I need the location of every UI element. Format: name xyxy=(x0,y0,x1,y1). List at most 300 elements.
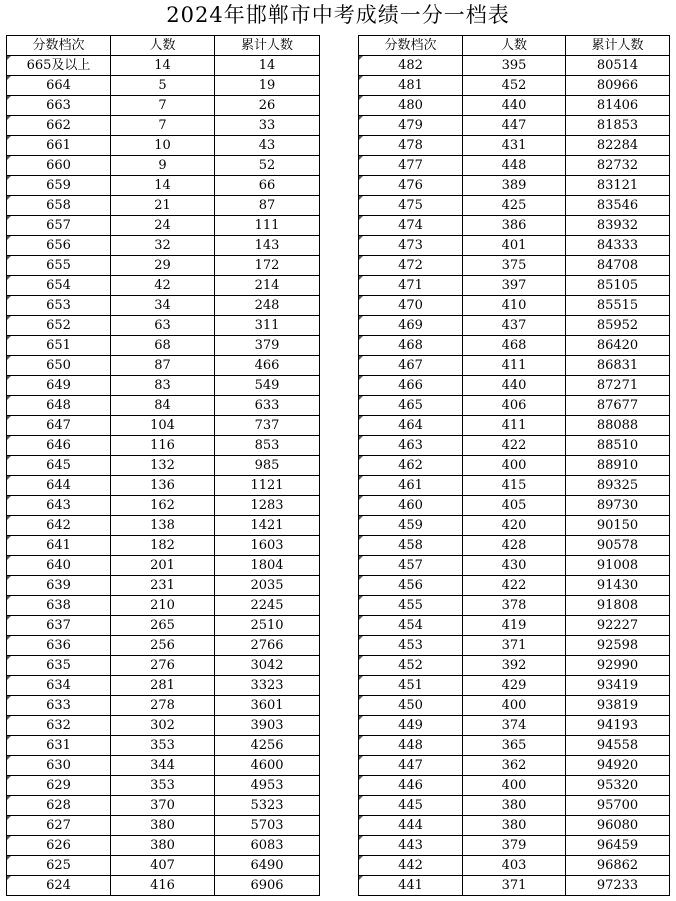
score-level-cell: 649 xyxy=(7,376,111,396)
score-level-cell: 470 xyxy=(359,296,463,316)
score-level-cell: 627 xyxy=(7,816,111,836)
count-cell: 362 xyxy=(463,756,566,776)
cumulative-cell: 94920 xyxy=(566,756,670,776)
table-row xyxy=(359,836,670,856)
score-level-cell: 447 xyxy=(359,756,463,776)
cumulative-cell: 92227 xyxy=(566,616,670,636)
table-row xyxy=(7,316,320,336)
table-row xyxy=(7,516,320,536)
count-cell: 5 xyxy=(111,76,215,96)
count-cell: 34 xyxy=(111,296,215,316)
score-level-cell: 478 xyxy=(359,136,463,156)
score-level-cell: 662 xyxy=(7,116,111,136)
count-cell: 281 xyxy=(111,676,215,696)
count-cell: 9 xyxy=(111,156,215,176)
score-level-cell: 630 xyxy=(7,756,111,776)
score-level-cell: 463 xyxy=(359,436,463,456)
cumulative-cell: 93819 xyxy=(566,696,670,716)
count-cell: 182 xyxy=(111,536,215,556)
table-row xyxy=(359,656,670,676)
score-level-cell: 625 xyxy=(7,856,111,876)
table-row xyxy=(359,756,670,776)
table-row xyxy=(359,556,670,576)
cumulative-cell: 1804 xyxy=(215,556,320,576)
table-row xyxy=(7,816,320,836)
cumulative-cell: 2035 xyxy=(215,576,320,596)
score-level-cell: 453 xyxy=(359,636,463,656)
cumulative-cell: 549 xyxy=(215,376,320,396)
count-cell: 430 xyxy=(463,556,566,576)
score-level-cell: 633 xyxy=(7,696,111,716)
table-row xyxy=(359,276,670,296)
cumulative-cell: 2510 xyxy=(215,616,320,636)
cumulative-cell: 83546 xyxy=(566,196,670,216)
score-level-cell: 634 xyxy=(7,676,111,696)
header-row xyxy=(7,36,320,56)
count-cell: 428 xyxy=(463,536,566,556)
score-level-cell: 638 xyxy=(7,596,111,616)
cumulative-cell: 83932 xyxy=(566,216,670,236)
count-cell: 370 xyxy=(111,796,215,816)
header-score-level: 分数档次 xyxy=(359,36,463,56)
count-cell: 374 xyxy=(463,716,566,736)
count-cell: 68 xyxy=(111,336,215,356)
cumulative-cell: 85515 xyxy=(566,296,670,316)
score-level-cell: 480 xyxy=(359,96,463,116)
table-row xyxy=(359,876,670,896)
cumulative-cell: 737 xyxy=(215,416,320,436)
cumulative-cell: 91808 xyxy=(566,596,670,616)
table-row xyxy=(7,756,320,776)
table-row xyxy=(359,416,670,436)
score-level-cell: 474 xyxy=(359,216,463,236)
score-level-cell: 459 xyxy=(359,516,463,536)
count-cell: 429 xyxy=(463,676,566,696)
table-row xyxy=(359,156,670,176)
count-cell: 210 xyxy=(111,596,215,616)
cumulative-cell: 43 xyxy=(215,136,320,156)
count-cell: 440 xyxy=(463,376,566,396)
count-cell: 14 xyxy=(111,176,215,196)
table-row xyxy=(7,336,320,356)
count-cell: 87 xyxy=(111,356,215,376)
count-cell: 353 xyxy=(111,776,215,796)
count-cell: 447 xyxy=(463,116,566,136)
header-count: 人数 xyxy=(111,36,215,56)
cumulative-cell: 85952 xyxy=(566,316,670,336)
score-level-cell: 659 xyxy=(7,176,111,196)
count-cell: 14 xyxy=(111,56,215,76)
cumulative-cell: 6490 xyxy=(215,856,320,876)
cumulative-cell: 86420 xyxy=(566,336,670,356)
count-cell: 371 xyxy=(463,876,566,896)
cumulative-cell: 19 xyxy=(215,76,320,96)
table-row xyxy=(7,256,320,276)
score-level-cell: 452 xyxy=(359,656,463,676)
cumulative-cell: 4953 xyxy=(215,776,320,796)
cumulative-cell: 4600 xyxy=(215,756,320,776)
table-row xyxy=(359,476,670,496)
count-cell: 7 xyxy=(111,116,215,136)
count-cell: 116 xyxy=(111,436,215,456)
count-cell: 410 xyxy=(463,296,566,316)
score-level-cell: 650 xyxy=(7,356,111,376)
cumulative-cell: 5703 xyxy=(215,816,320,836)
score-level-cell: 449 xyxy=(359,716,463,736)
score-level-cell: 477 xyxy=(359,156,463,176)
score-level-cell: 457 xyxy=(359,556,463,576)
cumulative-cell: 90578 xyxy=(566,536,670,556)
count-cell: 395 xyxy=(463,56,566,76)
cumulative-cell: 81406 xyxy=(566,96,670,116)
cumulative-cell: 89325 xyxy=(566,476,670,496)
score-level-cell: 467 xyxy=(359,356,463,376)
score-level-cell: 481 xyxy=(359,76,463,96)
cumulative-cell: 91430 xyxy=(566,576,670,596)
header-row xyxy=(359,36,670,56)
cumulative-cell: 87677 xyxy=(566,396,670,416)
cumulative-cell: 143 xyxy=(215,236,320,256)
cumulative-cell: 2245 xyxy=(215,596,320,616)
count-cell: 201 xyxy=(111,556,215,576)
table-row xyxy=(7,276,320,296)
score-level-cell: 647 xyxy=(7,416,111,436)
table-row xyxy=(359,196,670,216)
score-level-cell: 646 xyxy=(7,436,111,456)
cumulative-cell: 95700 xyxy=(566,796,670,816)
table-row xyxy=(359,396,670,416)
count-cell: 24 xyxy=(111,216,215,236)
count-cell: 400 xyxy=(463,456,566,476)
score-level-cell: 665及以上 xyxy=(7,56,111,76)
score-level-cell: 464 xyxy=(359,416,463,436)
cumulative-cell: 311 xyxy=(215,316,320,336)
cumulative-cell: 84333 xyxy=(566,236,670,256)
header-count: 人数 xyxy=(463,36,566,56)
cumulative-cell: 1283 xyxy=(215,496,320,516)
count-cell: 448 xyxy=(463,156,566,176)
cumulative-cell: 87 xyxy=(215,196,320,216)
score-level-cell: 475 xyxy=(359,196,463,216)
score-level-cell: 631 xyxy=(7,736,111,756)
score-level-cell: 635 xyxy=(7,656,111,676)
cumulative-cell: 66 xyxy=(215,176,320,196)
score-level-cell: 644 xyxy=(7,476,111,496)
table-row xyxy=(359,96,670,116)
score-level-cell: 473 xyxy=(359,236,463,256)
cumulative-cell: 1421 xyxy=(215,516,320,536)
score-level-cell: 629 xyxy=(7,776,111,796)
count-cell: 344 xyxy=(111,756,215,776)
count-cell: 138 xyxy=(111,516,215,536)
table-row xyxy=(7,176,320,196)
table-row xyxy=(359,696,670,716)
cumulative-cell: 4256 xyxy=(215,736,320,756)
score-level-cell: 654 xyxy=(7,276,111,296)
score-level-cell: 455 xyxy=(359,596,463,616)
table-row xyxy=(7,216,320,236)
count-cell: 29 xyxy=(111,256,215,276)
score-level-cell: 657 xyxy=(7,216,111,236)
score-level-cell: 460 xyxy=(359,496,463,516)
score-level-cell: 465 xyxy=(359,396,463,416)
count-cell: 411 xyxy=(463,416,566,436)
cumulative-cell: 93419 xyxy=(566,676,670,696)
table-row xyxy=(359,576,670,596)
count-cell: 10 xyxy=(111,136,215,156)
table-row xyxy=(359,176,670,196)
count-cell: 302 xyxy=(111,716,215,736)
table-row xyxy=(359,516,670,536)
cumulative-cell: 33 xyxy=(215,116,320,136)
table-row xyxy=(359,216,670,236)
cumulative-cell: 83121 xyxy=(566,176,670,196)
score-level-cell: 636 xyxy=(7,636,111,656)
score-level-cell: 446 xyxy=(359,776,463,796)
score-level-cell: 461 xyxy=(359,476,463,496)
count-cell: 431 xyxy=(463,136,566,156)
cumulative-cell: 3323 xyxy=(215,676,320,696)
table-row xyxy=(359,236,670,256)
cumulative-cell: 52 xyxy=(215,156,320,176)
count-cell: 371 xyxy=(463,636,566,656)
table-row xyxy=(359,376,670,396)
cumulative-cell: 87271 xyxy=(566,376,670,396)
score-level-cell: 639 xyxy=(7,576,111,596)
count-cell: 265 xyxy=(111,616,215,636)
score-level-cell: 651 xyxy=(7,336,111,356)
score-level-cell: 658 xyxy=(7,196,111,216)
table-row xyxy=(7,656,320,676)
count-cell: 278 xyxy=(111,696,215,716)
header-score-level: 分数档次 xyxy=(7,36,111,56)
count-cell: 375 xyxy=(463,256,566,276)
count-cell: 386 xyxy=(463,216,566,236)
cumulative-cell: 96080 xyxy=(566,816,670,836)
table-row xyxy=(7,796,320,816)
count-cell: 380 xyxy=(463,816,566,836)
table-row xyxy=(7,476,320,496)
count-cell: 83 xyxy=(111,376,215,396)
table-row xyxy=(7,636,320,656)
count-cell: 7 xyxy=(111,96,215,116)
cumulative-cell: 95320 xyxy=(566,776,670,796)
table-row xyxy=(359,536,670,556)
table-row xyxy=(359,596,670,616)
score-level-cell: 441 xyxy=(359,876,463,896)
table-row xyxy=(359,296,670,316)
cumulative-cell: 26 xyxy=(215,96,320,116)
count-cell: 400 xyxy=(463,696,566,716)
count-cell: 411 xyxy=(463,356,566,376)
cumulative-cell: 633 xyxy=(215,396,320,416)
table-row xyxy=(7,56,320,76)
cumulative-cell: 6083 xyxy=(215,836,320,856)
score-level-cell: 476 xyxy=(359,176,463,196)
score-level-cell: 454 xyxy=(359,616,463,636)
table-row xyxy=(359,136,670,156)
table-row xyxy=(359,116,670,136)
table-row xyxy=(359,776,670,796)
cumulative-cell: 1603 xyxy=(215,536,320,556)
score-level-cell: 626 xyxy=(7,836,111,856)
count-cell: 401 xyxy=(463,236,566,256)
table-row xyxy=(7,96,320,116)
score-level-cell: 445 xyxy=(359,796,463,816)
count-cell: 415 xyxy=(463,476,566,496)
table-row xyxy=(359,796,670,816)
count-cell: 403 xyxy=(463,856,566,876)
count-cell: 380 xyxy=(111,816,215,836)
table-row xyxy=(7,436,320,456)
cumulative-cell: 81853 xyxy=(566,116,670,136)
cumulative-cell: 80966 xyxy=(566,76,670,96)
score-table-right xyxy=(358,35,670,896)
table-row xyxy=(7,456,320,476)
count-cell: 400 xyxy=(463,776,566,796)
cumulative-cell: 84708 xyxy=(566,256,670,276)
score-level-cell: 624 xyxy=(7,876,111,896)
count-cell: 276 xyxy=(111,656,215,676)
count-cell: 392 xyxy=(463,656,566,676)
table-row xyxy=(7,396,320,416)
count-cell: 406 xyxy=(463,396,566,416)
score-level-cell: 632 xyxy=(7,716,111,736)
score-level-cell: 664 xyxy=(7,76,111,96)
score-level-cell: 456 xyxy=(359,576,463,596)
count-cell: 378 xyxy=(463,596,566,616)
cumulative-cell: 92598 xyxy=(566,636,670,656)
table-row xyxy=(7,296,320,316)
cumulative-cell: 85105 xyxy=(566,276,670,296)
cumulative-cell: 80514 xyxy=(566,56,670,76)
score-level-cell: 641 xyxy=(7,536,111,556)
count-cell: 468 xyxy=(463,336,566,356)
page-title: 2024年邯郸市中考成绩一分一档表 xyxy=(166,3,510,27)
count-cell: 379 xyxy=(463,836,566,856)
table-row xyxy=(7,616,320,636)
cumulative-cell: 214 xyxy=(215,276,320,296)
cumulative-cell: 985 xyxy=(215,456,320,476)
table-row xyxy=(359,56,670,76)
cumulative-cell: 466 xyxy=(215,356,320,376)
score-level-cell: 442 xyxy=(359,856,463,876)
cumulative-cell: 82732 xyxy=(566,156,670,176)
cumulative-cell: 6906 xyxy=(215,876,320,896)
count-cell: 380 xyxy=(463,796,566,816)
table-row xyxy=(359,496,670,516)
table-row xyxy=(7,536,320,556)
table-row xyxy=(7,196,320,216)
score-level-cell: 479 xyxy=(359,116,463,136)
cumulative-cell: 90150 xyxy=(566,516,670,536)
score-table-left xyxy=(6,35,320,896)
score-level-cell: 471 xyxy=(359,276,463,296)
cumulative-cell: 97233 xyxy=(566,876,670,896)
score-level-cell: 450 xyxy=(359,696,463,716)
table-row xyxy=(359,736,670,756)
cumulative-cell: 94193 xyxy=(566,716,670,736)
table-row xyxy=(359,716,670,736)
cumulative-cell: 2766 xyxy=(215,636,320,656)
table-row xyxy=(7,576,320,596)
count-cell: 380 xyxy=(111,836,215,856)
count-cell: 397 xyxy=(463,276,566,296)
table-row xyxy=(359,356,670,376)
header-cumulative: 累计人数 xyxy=(566,36,670,56)
score-level-cell: 660 xyxy=(7,156,111,176)
count-cell: 405 xyxy=(463,496,566,516)
cumulative-cell: 88910 xyxy=(566,456,670,476)
score-level-cell: 468 xyxy=(359,336,463,356)
cumulative-cell: 91008 xyxy=(566,556,670,576)
score-level-cell: 640 xyxy=(7,556,111,576)
count-cell: 389 xyxy=(463,176,566,196)
cumulative-cell: 3042 xyxy=(215,656,320,676)
table-row xyxy=(359,76,670,96)
score-level-cell: 656 xyxy=(7,236,111,256)
count-cell: 162 xyxy=(111,496,215,516)
table-row xyxy=(7,156,320,176)
count-cell: 132 xyxy=(111,456,215,476)
cumulative-cell: 14 xyxy=(215,56,320,76)
score-level-cell: 661 xyxy=(7,136,111,156)
cumulative-cell: 111 xyxy=(215,216,320,236)
score-level-cell: 653 xyxy=(7,296,111,316)
count-cell: 42 xyxy=(111,276,215,296)
table-row xyxy=(359,436,670,456)
count-cell: 452 xyxy=(463,76,566,96)
header-cumulative: 累计人数 xyxy=(215,36,320,56)
cumulative-cell: 853 xyxy=(215,436,320,456)
table-row xyxy=(7,556,320,576)
count-cell: 420 xyxy=(463,516,566,536)
table-row xyxy=(7,596,320,616)
count-cell: 256 xyxy=(111,636,215,656)
count-cell: 63 xyxy=(111,316,215,336)
score-level-cell: 443 xyxy=(359,836,463,856)
table-row xyxy=(359,256,670,276)
cumulative-cell: 88510 xyxy=(566,436,670,456)
count-cell: 440 xyxy=(463,96,566,116)
table-row xyxy=(359,616,670,636)
table-row xyxy=(359,676,670,696)
table-row xyxy=(7,696,320,716)
table-row xyxy=(7,876,320,896)
cumulative-cell: 82284 xyxy=(566,136,670,156)
score-level-cell: 469 xyxy=(359,316,463,336)
cumulative-cell: 248 xyxy=(215,296,320,316)
table-row xyxy=(7,716,320,736)
table-row xyxy=(7,836,320,856)
score-level-cell: 643 xyxy=(7,496,111,516)
score-level-cell: 448 xyxy=(359,736,463,756)
score-level-cell: 444 xyxy=(359,816,463,836)
table-row xyxy=(7,356,320,376)
table-row xyxy=(7,736,320,756)
score-level-cell: 637 xyxy=(7,616,111,636)
table-row xyxy=(359,856,670,876)
score-level-cell: 663 xyxy=(7,96,111,116)
cumulative-cell: 3903 xyxy=(215,716,320,736)
table-row xyxy=(7,136,320,156)
score-level-cell: 642 xyxy=(7,516,111,536)
score-level-cell: 451 xyxy=(359,676,463,696)
cumulative-cell: 3601 xyxy=(215,696,320,716)
score-level-cell: 645 xyxy=(7,456,111,476)
table-row xyxy=(7,776,320,796)
cumulative-cell: 94558 xyxy=(566,736,670,756)
